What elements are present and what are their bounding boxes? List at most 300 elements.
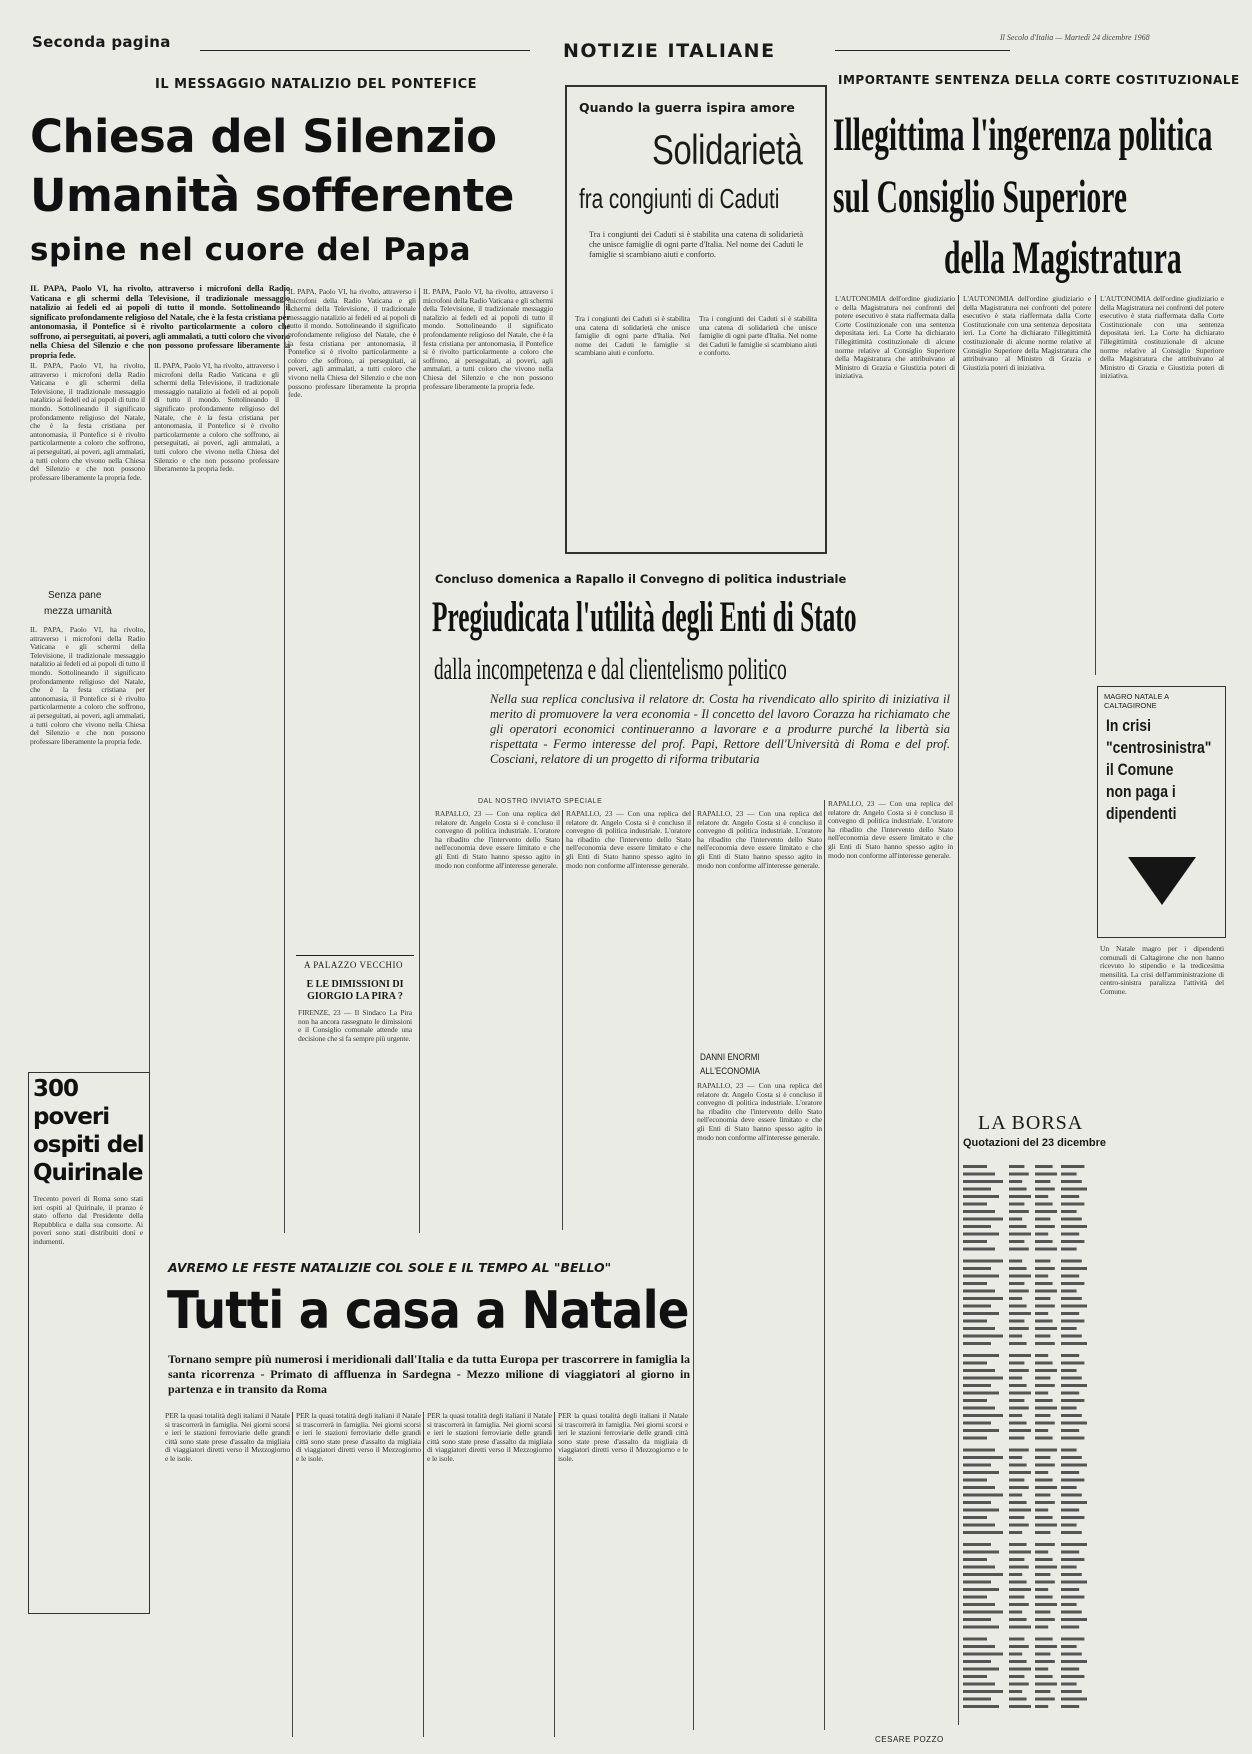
borsa-row-mark [1035,1399,1053,1402]
borsa-row-mark [1035,1354,1048,1357]
solidarieta-col-2: Tra i congiunti dei Caduti si è stabilita una catena di solidarietà che unisce famiglie di ogni parte d'Italia. Nel nome dei Caduti le famiglie si scambiano aiuti e conforto. [699,315,817,358]
borsa-row-mark [1035,1516,1053,1519]
palazzo-headline: E LE DIMISSIONI DI GIORGIO LA PIRA ? [306,979,404,1002]
column-rule [423,1412,424,1737]
borsa-row-mark [1061,1618,1087,1621]
borsa-row-mark [963,1399,987,1402]
borsa-row-mark [1061,1573,1082,1576]
borsa-row-mark [963,1456,1003,1459]
borsa-row-mark [1009,1218,1022,1221]
borsa-row-mark [1061,1464,1087,1467]
borsa-row-mark [963,1327,995,1330]
borsa-row-mark [1035,1668,1048,1671]
borsa-row-mark [1061,1675,1084,1678]
borsa-row-mark [963,1524,995,1527]
borsa-row-mark [1061,1225,1087,1228]
rapallo-inline-head-1: DANNI ENORMI [700,1052,760,1063]
borsa-row-mark [1009,1354,1031,1357]
borsa-row-mark [1009,1275,1031,1278]
borsa-row-mark [1035,1180,1050,1183]
borsa-row-mark [963,1516,987,1519]
borsa-row-mark [1061,1210,1077,1213]
borsa-row-mark [963,1638,987,1641]
borsa-row-mark [1009,1524,1029,1527]
borsa-row-mark [1035,1437,1053,1440]
pope-headline-2: Umanità sofferente [30,169,514,222]
caltagirone-headline: In crisi "centrosinistra" il Comune non paga i dipendenti [1106,716,1212,823]
column-rule [562,810,563,1230]
borsa-row-mark [963,1596,987,1599]
borsa-row-mark [1061,1180,1082,1183]
borsa-row-mark [1035,1407,1057,1410]
solidarieta-headline: Solidarietà [652,126,803,173]
borsa-row-mark [1061,1494,1082,1497]
borsa-row-mark [963,1660,991,1663]
borsa-row-mark [1009,1509,1031,1512]
borsa-row-mark [1009,1305,1027,1308]
borsa-row-mark [1009,1690,1022,1693]
borsa-row-mark [1009,1320,1024,1323]
borsa-row-mark [963,1305,991,1308]
borsa-row-mark [1009,1618,1027,1621]
rapallo-col-4: RAPALLO, 23 — Con una replica del relatore dr. Angelo Costa si è concluso il convegno di politica industriale. L'oratore ha ribadito che l'intervento dello Stato nell'economia deve essere limitato e che gli Enti di Stato hanno spesso agito in modo non conforme all'interesse generale. [828,800,953,860]
borsa-row-mark [1035,1645,1057,1648]
borsa-row-mark [1061,1342,1087,1345]
borsa-row-mark [1009,1414,1022,1417]
borsa-row-mark [1061,1698,1087,1701]
pope-col-1b: IL PAPA, Paolo VI, ha rivolto, attraverso i microfoni della Radio Vaticana e gli schermi della Televisione, il tradizionale messaggio natalizio ai fedeli ed ai popoli di tutto il mondo. Sottolineando il significato profondamente religioso del Natale, che è la festa cristiana per antonomasia, il Pontefice si è rivolto particolarmente a coloro che soffrono, ai perseguitati, ai poveri, agli ammalati, a tutti coloro che vivono nella Chiesa del Silenzio e che non possono professare liberamente la propria fede. [30,626,145,746]
natale-col-3: PER la quasi totalità degli italiani il Natale si trascorrerà in famiglia. Nei giorni scorsi e ieri le stazioni ferroviarie delle grandi città sono state prese d'assalto da migliaia di viaggiatori diretti verso il Mezzogiorno e le isole. [427,1412,552,1463]
borsa-row-mark [1035,1558,1053,1561]
rapallo-signature: CESARE POZZO [875,1735,944,1744]
borsa-row-mark [1035,1188,1055,1191]
borsa-row-mark [1009,1429,1031,1432]
borsa-row-mark [1035,1479,1053,1482]
borsa-row-mark [1035,1240,1053,1243]
borsa-row-mark [963,1566,995,1569]
corte-kicker: IMPORTANTE SENTENZA DELLA CORTE COSTITUZIONALE [838,73,1240,87]
borsa-row-mark [963,1369,995,1372]
borsa-row-mark [1035,1660,1055,1663]
rapallo-byline: DAL NOSTRO INVIATO SPECIALE [478,798,603,805]
borsa-row-mark [963,1705,999,1708]
pope-col-2: IL PAPA, Paolo VI, ha rivolto, attraverso i microfoni della Radio Vaticana e gli schermi della Televisione, il tradizionale messaggio natalizio ai fedeli ed ai popoli di tutto il mondo. Sottolineando il significato profondamente religioso del Natale, che è la festa cristiana per antonomasia, il Pontefice si è rivolto particolarmente a coloro che soffrono, ai perseguitati, ai poveri, agli ammalati, a tutti coloro che vivono nella Chiesa del Silenzio e che non possono professare liberamente la propria fede. [154,362,279,474]
borsa-row-mark [963,1407,995,1410]
borsa-row-mark [1035,1203,1053,1206]
borsa-row-mark [963,1690,1003,1693]
borsa-row-mark [1009,1180,1022,1183]
poveri-box [28,1072,150,1614]
borsa-row-mark [1061,1660,1087,1663]
borsa-row-mark [1035,1690,1050,1693]
borsa-row-mark [1061,1479,1084,1482]
borsa-row-mark [1009,1603,1029,1606]
borsa-row-mark [1009,1588,1031,1591]
pope-inline-head-1: Senza pane [48,590,102,601]
borsa-row-mark [1035,1638,1053,1641]
pope-headline-1: Chiesa del Silenzio [30,110,497,163]
rapallo-subhead: dalla incompetenza e dal clientelismo politico [434,651,787,686]
borsa-row-mark [1061,1188,1087,1191]
borsa-row-mark [1035,1509,1048,1512]
borsa-row-mark [1061,1501,1087,1504]
pope-kicker: IL MESSAGGIO NATALIZIO DEL PONTEFICE [155,77,478,92]
borsa-row-mark [963,1275,999,1278]
borsa-row-mark [963,1320,987,1323]
borsa-row-mark [1009,1225,1027,1228]
borsa-row-mark [1035,1327,1057,1330]
borsa-row-mark [1061,1384,1087,1387]
borsa-row-mark [1009,1195,1031,1198]
borsa-row-mark [963,1377,1003,1380]
borsa-row-mark [1009,1165,1024,1168]
borsa-row-mark [1061,1471,1079,1474]
palazzo-box [296,955,414,1223]
borsa-row-mark [1035,1524,1057,1527]
borsa-row-mark [963,1588,999,1591]
borsa-row-mark [963,1449,995,1452]
borsa-row-mark [1009,1290,1029,1293]
borsa-row-mark [1035,1501,1055,1504]
borsa-row-mark [1009,1668,1031,1671]
borsa-row-mark [1035,1225,1055,1228]
borsa-row-mark [1009,1369,1029,1372]
poveri-headline: 300 poveri ospiti del Quirinale [33,1076,144,1186]
borsa-row-mark [1035,1653,1050,1656]
borsa-row-mark [963,1290,995,1293]
borsa-row-mark [963,1392,999,1395]
borsa-row-mark [1009,1611,1022,1614]
borsa-row-mark [963,1422,991,1425]
borsa-row-mark [963,1195,999,1198]
borsa-row-mark [1035,1494,1050,1497]
borsa-row-mark [963,1203,987,1206]
column-rule [554,1412,555,1737]
borsa-row-mark [963,1626,999,1629]
borsa-row-mark [1061,1297,1082,1300]
borsa-row-mark [1061,1173,1077,1176]
borsa-row-mark [1035,1320,1053,1323]
borsa-row-mark [1035,1384,1055,1387]
natale-col-1: PER la quasi totalità degli italiani il Natale si trascorrerà in famiglia. Nei giorni scorsi e ieri le stazioni ferroviarie delle grandi città sono state prese d'assalto da migliaia di viaggiatori diretti verso il Mezzogiorno e le isole. [165,1412,290,1463]
borsa-row-mark [1061,1543,1087,1546]
borsa-row-mark [1009,1260,1022,1263]
borsa-title: LA BORSA [978,1112,1084,1134]
rapallo-col-3a: RAPALLO, 23 — Con una replica del relatore dr. Angelo Costa si è concluso il convegno di politica industriale. L'oratore ha ribadito che l'intervento dello Stato nell'economia deve essere limitato e che gli Enti di Stato hanno spesso agito in modo non conforme all'interesse generale. [697,810,822,870]
borsa-row-mark [1061,1248,1077,1251]
column-rule [824,800,825,1730]
borsa-row-mark [1035,1464,1055,1467]
rapallo-deck: Nella sua replica conclusiva il relatore dr. Costa ha rivendicato allo spirito di iniziativa il merito di promuovere la vera economia - Il concetto del lavoro Corazza ha richiamato che gli operatori economici continueranno a lavorare e a produrre purché la libertà sia rispettata - Fermo interesse del prof. Papi, Rettore dell'Università di Roma e del prof. Cosciani, relatore di un progetto di riforma tributaria [490,692,950,766]
borsa-row-mark [1035,1626,1048,1629]
borsa-subtitle: Quotazioni del 23 dicembre [963,1137,1107,1149]
borsa-row-mark [963,1384,991,1387]
borsa-row-mark [963,1668,999,1671]
borsa-row-mark [1035,1282,1053,1285]
borsa-row-mark [1061,1516,1084,1519]
poveri-body: Trecento poveri di Roma sono stati ieri ospiti al Quirinale, il pranzo è stato offerto dal Presidente della Repubblica e dalla sua consorte. Ai poveri sono stati distribuiti doni e indumenti. [33,1195,143,1246]
borsa-row-mark [1009,1437,1024,1440]
borsa-row-mark [1061,1611,1082,1614]
pope-lead: IL PAPA, Paolo VI, ha rivolto, attraverso i microfoni della Radio Vaticana e gli schermi della Televisione, il tradizionale messaggio natalizio ai fedeli ed ai popoli di tutto il mondo. Sottolineando il significato profondamente religioso del Natale, che è la festa cristiana per antonomasia, il Pontefice si è rivolto particolarmente a coloro che soffrono, ai perseguitati, ai poveri, agli ammalati, a tutti coloro che vivono nella Chiesa del Silenzio e che non possono professare liberamente la propria fede. [30,284,290,359]
borsa-row-mark [1061,1422,1087,1425]
column-rule [419,288,420,1233]
borsa-row-mark [1035,1422,1055,1425]
borsa-row-mark [1009,1516,1024,1519]
borsa-row-mark [963,1362,987,1365]
borsa-row-mark [1009,1342,1027,1345]
borsa-row-mark [1009,1233,1031,1236]
borsa-row-mark [1035,1486,1057,1489]
borsa-row-mark [1009,1384,1027,1387]
borsa-row-mark [1009,1173,1029,1176]
borsa-row-mark [1009,1660,1027,1663]
down-arrow-icon [1128,857,1196,907]
borsa-row-mark [1061,1449,1077,1452]
borsa-row-mark [1061,1165,1084,1168]
natale-headline: Tutti a casa a Natale [167,1281,689,1341]
borsa-row-mark [963,1240,987,1243]
caltagirone-kicker: MAGRO NATALE A CALTAGIRONE [1104,692,1169,710]
borsa-row-mark [963,1479,987,1482]
borsa-row-mark [963,1551,999,1554]
borsa-row-mark [1035,1377,1050,1380]
borsa-row-mark [1009,1573,1022,1576]
borsa-row-mark [1009,1422,1027,1425]
borsa-row-mark [963,1233,999,1236]
palazzo-kicker: A PALAZZO VECCHIO [304,960,404,970]
rapallo-col-3b: RAPALLO, 23 — Con una replica del relatore dr. Angelo Costa si è concluso il convegno di politica industriale. L'oratore ha ribadito che l'intervento dello Stato nell'economia deve essere limitato e che gli Enti di Stato hanno spesso agito in modo non conforme all'interesse generale. [697,1082,822,1142]
borsa-row-mark [1061,1399,1084,1402]
borsa-row-mark [1035,1429,1048,1432]
caltagirone-body: Un Natale magro per i dipendenti comunali di Caltagirone che non hanno ricevuto lo stipendio e la tredicesima mensilità. La crisi dell'amministrazione di centro-sinistra paralizza l'attività del Comune. [1100,945,1224,996]
borsa-row-mark [1009,1327,1029,1330]
borsa-row-mark [1061,1581,1087,1584]
borsa-row-mark [1009,1471,1031,1474]
borsa-row-mark [1009,1494,1022,1497]
solidarieta-subhead: fra congiunti di Caduti [579,183,780,214]
borsa-row-mark [1061,1320,1084,1323]
column-rule [958,295,959,1725]
borsa-row-mark [1035,1618,1055,1621]
corte-headline-2: sul Consiglio Superiore [833,171,1127,223]
borsa-row-mark [1061,1626,1079,1629]
borsa-row-mark [1035,1551,1048,1554]
borsa-row-mark [963,1581,991,1584]
borsa-row-mark [1061,1683,1077,1686]
borsa-row-mark [963,1618,991,1621]
borsa-row-mark [963,1486,995,1489]
borsa-row-mark [963,1165,987,1168]
borsa-row-mark [1009,1486,1029,1489]
borsa-row-mark [1061,1203,1084,1206]
borsa-row-mark [963,1437,987,1440]
borsa-row-mark [1009,1543,1027,1546]
borsa-row-mark [1061,1551,1079,1554]
pope-col-4: IL PAPA, Paolo VI, ha rivolto, attraverso i microfoni della Radio Vaticana e gli schermi della Televisione, il tradizionale messaggio natalizio ai fedeli ed ai popoli di tutto il mondo. Sottolineando il significato profondamente religioso del Natale, che è la festa cristiana per antonomasia, il Pontefice si è rivolto particolarmente a coloro che soffrono, ai perseguitati, ai poveri, agli ammalati, a tutti coloro che vivono nella Chiesa del Silenzio e che non possono professare liberamente la propria fede. [423,288,553,391]
borsa-row-mark [1035,1218,1050,1221]
column-rule [284,288,285,1233]
borsa-row-mark [963,1225,991,1228]
borsa-row-mark [1061,1377,1082,1380]
borsa-row-mark [1009,1407,1029,1410]
borsa-row-mark [1035,1543,1055,1546]
borsa-row-mark [1061,1362,1084,1365]
borsa-row-mark [1061,1531,1082,1534]
borsa-row-mark [963,1297,1003,1300]
borsa-row-mark [1035,1173,1057,1176]
borsa-row-mark [1009,1464,1027,1467]
borsa-row-mark [1061,1645,1077,1648]
borsa-table [963,1155,1091,1730]
borsa-row-mark [963,1218,1003,1221]
natale-deck: Tornano sempre più numerosi i meridionali dall'Italia e da tutta Europa per trascorrere in famiglia la santa ricorrenza - Primato di affluenza in Sardegna - Mezzo milione di viaggiatori al giorno in partenza e in transito da Roma [168,1352,690,1396]
borsa-row-mark [1009,1188,1027,1191]
borsa-row-mark [1035,1267,1055,1270]
borsa-row-mark [1061,1429,1079,1432]
rapallo-col-2: RAPALLO, 23 — Con una replica del relatore dr. Angelo Costa si è concluso il convegno di politica industriale. L'oratore ha ribadito che l'intervento dello Stato nell'economia deve essere limitato e che gli Enti di Stato hanno spesso agito in modo non conforme all'interesse generale. [566,810,691,870]
section-title: NOTIZIE ITALIANE [563,40,776,62]
borsa-row-mark [1009,1479,1024,1482]
borsa-row-mark [1035,1449,1057,1452]
borsa-row-mark [963,1653,1003,1656]
borsa-row-mark [963,1414,1003,1417]
borsa-row-mark [1061,1407,1077,1410]
caltagirone-box [1097,686,1226,938]
borsa-row-mark [1035,1414,1050,1417]
borsa-row-mark [1009,1558,1024,1561]
borsa-row-mark [1035,1611,1050,1614]
pope-inline-head-2: mezza umanità [44,606,112,617]
borsa-row-mark [1009,1675,1024,1678]
borsa-row-mark [1061,1305,1087,1308]
borsa-row-mark [1061,1437,1084,1440]
borsa-row-mark [963,1698,991,1701]
borsa-row-mark [1061,1275,1079,1278]
borsa-row-mark [1035,1683,1057,1686]
borsa-row-mark [963,1354,999,1357]
column-rule [292,1412,293,1737]
borsa-row-mark [1035,1369,1057,1372]
borsa-row-mark [1035,1698,1055,1701]
borsa-row-mark [963,1573,1003,1576]
borsa-row-mark [1009,1531,1022,1534]
corte-col-3: L'AUTONOMIA dell'ordine giudiziario e della Magistratura nei confronti del potere esecutivo è stata riaffermata dalla Corte Costituzionale con una sentenza depositata ieri. La Corte ha dichiarato l'illegittimità costituzionale di alcune norme relative al Consiglio Superiore della Magistratura che attribuivano al Ministro di Grazia e Giustizia poteri di iniziativa. [1100,295,1224,381]
corte-col-2: L'AUTONOMIA dell'ordine giudiziario e della Magistratura nei confronti del potere esecutivo è stata riaffermata dalla Corte Costituzionale con una sentenza depositata ieri. La Corte ha dichiarato l'illegittimità costituzionale di alcune norme relative al Consiglio Superiore della Magistratura che attribuivano al Ministro di Grazia e Giustizia poteri di iniziativa. [963,295,1091,372]
solidarieta-kicker: Quando la guerra ispira amore [579,100,795,115]
borsa-row-mark [963,1558,987,1561]
borsa-row-mark [1009,1581,1027,1584]
borsa-row-mark [1061,1558,1084,1561]
natale-col-2: PER la quasi totalità degli italiani il Natale si trascorrerà in famiglia. Nei giorni scorsi e ieri le stazioni ferroviarie delle grandi città sono state prese d'assalto da migliaia di viaggiatori diretti verso il Mezzogiorno e le isole. [296,1412,421,1463]
borsa-row-mark [1061,1354,1079,1357]
borsa-row-mark [1009,1501,1027,1504]
borsa-row-mark [1009,1392,1031,1395]
borsa-row-mark [1035,1233,1048,1236]
natale-col-4: PER la quasi totalità degli italiani il Natale si trascorrerà in famiglia. Nei giorni scorsi e ieri le stazioni ferroviarie delle grandi città sono state prese d'assalto da migliaia di viaggiatori diretti verso il Mezzogiorno e le isole. [558,1412,688,1463]
rapallo-kicker: Concluso domenica a Rapallo il Convegno di politica industriale [435,572,847,586]
borsa-row-mark [963,1501,991,1504]
rapallo-inline-head-2: ALL'ECONOMIA [700,1066,760,1077]
rapallo-headline: Pregiudicata l'utilità degli Enti di Stato [432,594,857,641]
borsa-row-mark [1035,1362,1053,1365]
borsa-row-mark [1061,1218,1082,1221]
borsa-row-mark [963,1645,995,1648]
borsa-row-mark [963,1335,1003,1338]
borsa-row-mark [1035,1456,1050,1459]
borsa-row-mark [1009,1456,1022,1459]
borsa-row-mark [1009,1248,1029,1251]
borsa-row-mark [963,1188,991,1191]
borsa-row-mark [1009,1210,1029,1213]
borsa-row-mark [1061,1638,1084,1641]
section-label: Seconda pagina [32,33,171,51]
header-rule-right [835,50,1010,51]
borsa-row-mark [963,1312,999,1315]
borsa-row-mark [963,1531,1003,1534]
borsa-row-mark [963,1683,995,1686]
borsa-row-mark [1009,1626,1031,1629]
borsa-row-mark [1035,1581,1055,1584]
borsa-row-mark [1061,1524,1077,1527]
borsa-row-mark [1035,1531,1050,1534]
borsa-row-mark [1009,1335,1022,1338]
borsa-row-mark [963,1543,991,1546]
borsa-row-mark [1061,1240,1084,1243]
solidarieta-lead: Tra i congiunti dei Caduti si è stabilita una catena di solidarietà che unisce famiglie di ogni parte d'Italia. Nel nome dei Caduti le famiglie si scambiano aiuti e conforto. [589,229,803,259]
borsa-row-mark [1061,1312,1079,1315]
borsa-row-mark [1035,1248,1057,1251]
borsa-row-mark [963,1471,999,1474]
rapallo-col-1: RAPALLO, 23 — Con una replica del relatore dr. Angelo Costa si è concluso il convegno di politica industriale. L'oratore ha ribadito che l'intervento dello Stato nell'economia deve essere limitato e che gli Enti di Stato hanno spesso agito in modo non conforme all'interesse generale. [435,810,560,870]
borsa-row-mark [1061,1327,1077,1330]
borsa-row-mark [1061,1653,1082,1656]
borsa-row-mark [1035,1195,1048,1198]
borsa-row-mark [1035,1596,1053,1599]
palazzo-rule [296,955,414,956]
borsa-row-mark [1061,1705,1079,1708]
pope-subhead: spine nel cuore del Papa [30,232,472,268]
borsa-row-mark [1061,1369,1077,1372]
borsa-row-mark [1035,1675,1053,1678]
borsa-row-mark [1061,1290,1077,1293]
pope-col-3: IL PAPA, Paolo VI, ha rivolto, attraverso i microfoni della Radio Vaticana e gli schermi della Televisione, il tradizionale messaggio natalizio ai fedeli ed ai popoli di tutto il mondo. Sottolineando il significato profondamente religioso del Natale, che è la festa cristiana per antonomasia, il Pontefice si è rivolto particolarmente a coloro che soffrono, ai perseguitati, ai poveri, agli ammalati, a tutti coloro che vivono nella Chiesa del Silenzio e che non possono professare liberamente la propria fede. [288,288,416,400]
borsa-row-mark [1061,1596,1084,1599]
borsa-row-mark [963,1509,999,1512]
borsa-row-mark [1061,1588,1079,1591]
borsa-row-mark [963,1494,1003,1497]
borsa-row-mark [1009,1698,1027,1701]
borsa-row-mark [1035,1260,1050,1263]
borsa-row-mark [1035,1566,1057,1569]
borsa-row-mark [1061,1456,1082,1459]
borsa-row-mark [1061,1566,1077,1569]
borsa-row-mark [1009,1645,1029,1648]
borsa-row-mark [1009,1638,1024,1641]
borsa-row-mark [1035,1290,1057,1293]
borsa-row-mark [963,1675,987,1678]
borsa-row-mark [963,1248,995,1251]
borsa-row-mark [1035,1335,1050,1338]
borsa-row-mark [1061,1392,1079,1395]
solidarieta-box [565,85,827,554]
borsa-row-mark [1035,1275,1048,1278]
borsa-row-mark [1035,1603,1057,1606]
borsa-row-mark [963,1611,1003,1614]
borsa-row-mark [1035,1305,1055,1308]
natale-kicker: AVREMO LE FESTE NATALIZIE COL SOLE E IL TEMPO AL "BELLO" [168,1260,612,1275]
borsa-row-mark [1035,1312,1048,1315]
